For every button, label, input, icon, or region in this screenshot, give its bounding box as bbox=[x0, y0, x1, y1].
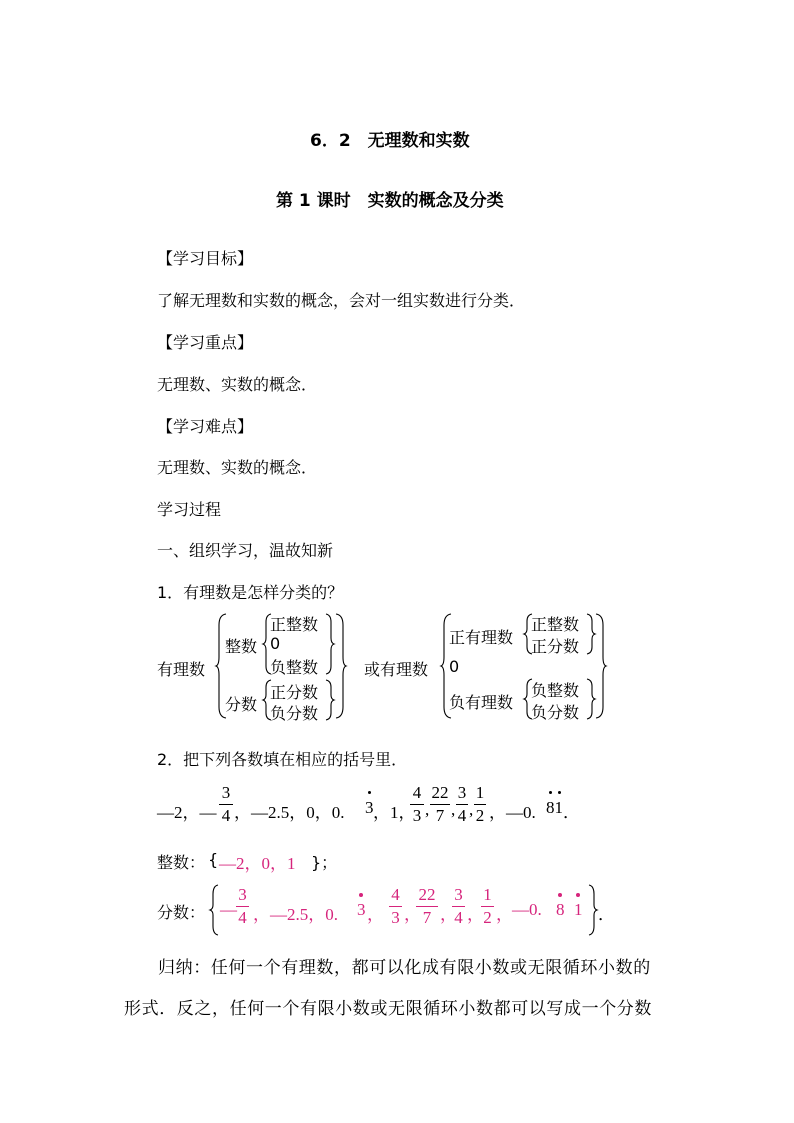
tree1-fraction-close-brace bbox=[324, 679, 334, 721]
numerator: 22 bbox=[418, 885, 436, 904]
ans-repeating-3: 3 bbox=[357, 900, 366, 919]
numerator: 1 bbox=[483, 885, 492, 904]
denominator: 3 bbox=[412, 806, 422, 825]
numerator: 3 bbox=[454, 885, 463, 904]
fraction-4-3 bbox=[410, 783, 424, 826]
separator: ， bbox=[440, 905, 457, 924]
denominator: 2 bbox=[475, 806, 485, 825]
num-text-3: ，1， bbox=[373, 803, 416, 822]
tree1-right-brace bbox=[334, 613, 346, 719]
denominator: 4 bbox=[221, 806, 231, 825]
key-points-heading: 【学习重点】 bbox=[157, 333, 254, 352]
repeating-digit-3: 3 bbox=[365, 798, 374, 817]
repeating-digits-81: 81 bbox=[546, 798, 563, 817]
denominator: 2 bbox=[483, 908, 492, 927]
numerator: 22 bbox=[431, 783, 449, 802]
separator: ， bbox=[404, 905, 421, 924]
tree2-positive: 正有理数 bbox=[449, 628, 514, 647]
tree1-integer: 整数 bbox=[225, 637, 258, 656]
key-points-text: 无理数、实数的概念． bbox=[157, 375, 318, 394]
tree1-neg-int: 负整数 bbox=[270, 658, 319, 677]
tree1-integer-close-brace bbox=[324, 613, 334, 675]
question-2: 2．把下列各数填在相应的括号里． bbox=[157, 750, 408, 769]
integers-answer: —2，0，1 bbox=[219, 854, 296, 873]
ans-text-2: ，—2.5，0. bbox=[253, 905, 338, 924]
tree2-right-brace bbox=[594, 613, 606, 719]
numerator: 4 bbox=[412, 783, 422, 802]
difficulties-text: 无理数、实数的概念． bbox=[157, 458, 318, 477]
tree2-zero: 0 bbox=[449, 657, 460, 676]
fraction-22-7 bbox=[430, 783, 450, 826]
tree1-pos-int: 正整数 bbox=[270, 615, 319, 634]
fraction-3-4 bbox=[219, 783, 233, 826]
fractions-close-brace bbox=[587, 884, 597, 936]
numerator: 3 bbox=[221, 783, 231, 802]
objective-text: 了解无理数和实数的概念，会对一组实数进行分类． bbox=[157, 291, 526, 310]
tree1-neg-frac: 负分数 bbox=[270, 704, 319, 723]
num-text-2: ，—2.5，0，0. bbox=[234, 803, 345, 822]
objective-heading: 【学习目标】 bbox=[157, 249, 254, 268]
ans-fraction-22-7 bbox=[416, 885, 438, 928]
lesson-title: 第 1 课时 实数的概念及分类 bbox=[276, 191, 504, 211]
numerator: 3 bbox=[238, 885, 247, 904]
denominator: 7 bbox=[422, 908, 432, 927]
tree2-negative: 负有理数 bbox=[449, 693, 514, 712]
separator: , bbox=[425, 800, 430, 819]
denominator: 3 bbox=[391, 908, 400, 927]
tree2-pos-int: 正整数 bbox=[531, 615, 580, 634]
tree1-zero: 0 bbox=[270, 634, 281, 653]
separator: , bbox=[469, 800, 474, 819]
ans-repeating-8: 8 bbox=[556, 900, 565, 919]
denominator: 7 bbox=[435, 806, 445, 825]
denominator: 4 bbox=[454, 908, 463, 927]
separator: ， bbox=[496, 905, 513, 924]
summary-line-2: 形式．反之，任何一个有限小数或无限循环小数都可以写成一个分数 bbox=[124, 999, 652, 1019]
integers-close-brace: }； bbox=[311, 853, 338, 872]
denominator: 4 bbox=[238, 908, 247, 927]
question-1: 1．有理数是怎样分类的？ bbox=[157, 583, 344, 602]
integers-open-brace: { bbox=[208, 850, 219, 869]
denominator: 4 bbox=[457, 806, 467, 825]
tree1-fraction: 分数 bbox=[225, 695, 258, 714]
summary-line-1: 归纳：任何一个有理数，都可以化成有限小数或无限循环小数的 bbox=[158, 958, 651, 978]
fractions-open-brace bbox=[210, 884, 220, 936]
num-text-1: —2，— bbox=[157, 803, 217, 822]
numerator: 3 bbox=[457, 783, 467, 802]
section1-heading: 一、组织学习，温故知新 bbox=[157, 541, 334, 560]
difficulties-heading: 【学习难点】 bbox=[157, 417, 254, 436]
num-end: ． bbox=[563, 803, 580, 822]
ans-fraction-3-4b bbox=[452, 885, 465, 928]
ans-repeating-1: 1 bbox=[574, 900, 583, 919]
numerator: 1 bbox=[475, 783, 485, 802]
repeat-dot bbox=[558, 791, 561, 794]
numerator: 4 bbox=[391, 885, 400, 904]
process-heading: 学习过程 bbox=[157, 500, 222, 519]
fractions-label: 分数： bbox=[157, 903, 206, 922]
page-title: 6．2 无理数和实数 bbox=[310, 131, 470, 151]
integers-label: 整数： bbox=[157, 853, 206, 872]
repeat-dot bbox=[558, 893, 562, 897]
repeat-dot bbox=[576, 893, 580, 897]
repeat-dot bbox=[368, 791, 371, 794]
tree1-root: 有理数 bbox=[157, 660, 206, 679]
ans-minus: — bbox=[220, 900, 237, 919]
fraction-3-4b bbox=[456, 783, 468, 826]
separator: ， bbox=[467, 905, 484, 924]
ans-fraction-3-4 bbox=[236, 885, 249, 928]
tree2-neg-frac: 负分数 bbox=[531, 703, 580, 722]
tree1-pos-frac: 正分数 bbox=[270, 683, 319, 702]
num-text-4: ，—0. bbox=[489, 803, 536, 822]
tree2-neg-int: 负整数 bbox=[531, 681, 580, 700]
repeat-dot bbox=[359, 893, 363, 897]
ans-fraction-4-3 bbox=[389, 885, 402, 928]
or-rational-label: 或有理数 bbox=[364, 660, 429, 679]
repeat-dot bbox=[549, 791, 552, 794]
tree2-pos-frac: 正分数 bbox=[531, 637, 580, 656]
fractions-end: ． bbox=[598, 905, 615, 924]
ans-fraction-1-2 bbox=[481, 885, 494, 928]
fraction-1-2 bbox=[474, 783, 486, 826]
separator: , bbox=[451, 800, 456, 819]
ans-text-3: —0. bbox=[512, 900, 542, 919]
separator: ， bbox=[367, 905, 384, 924]
